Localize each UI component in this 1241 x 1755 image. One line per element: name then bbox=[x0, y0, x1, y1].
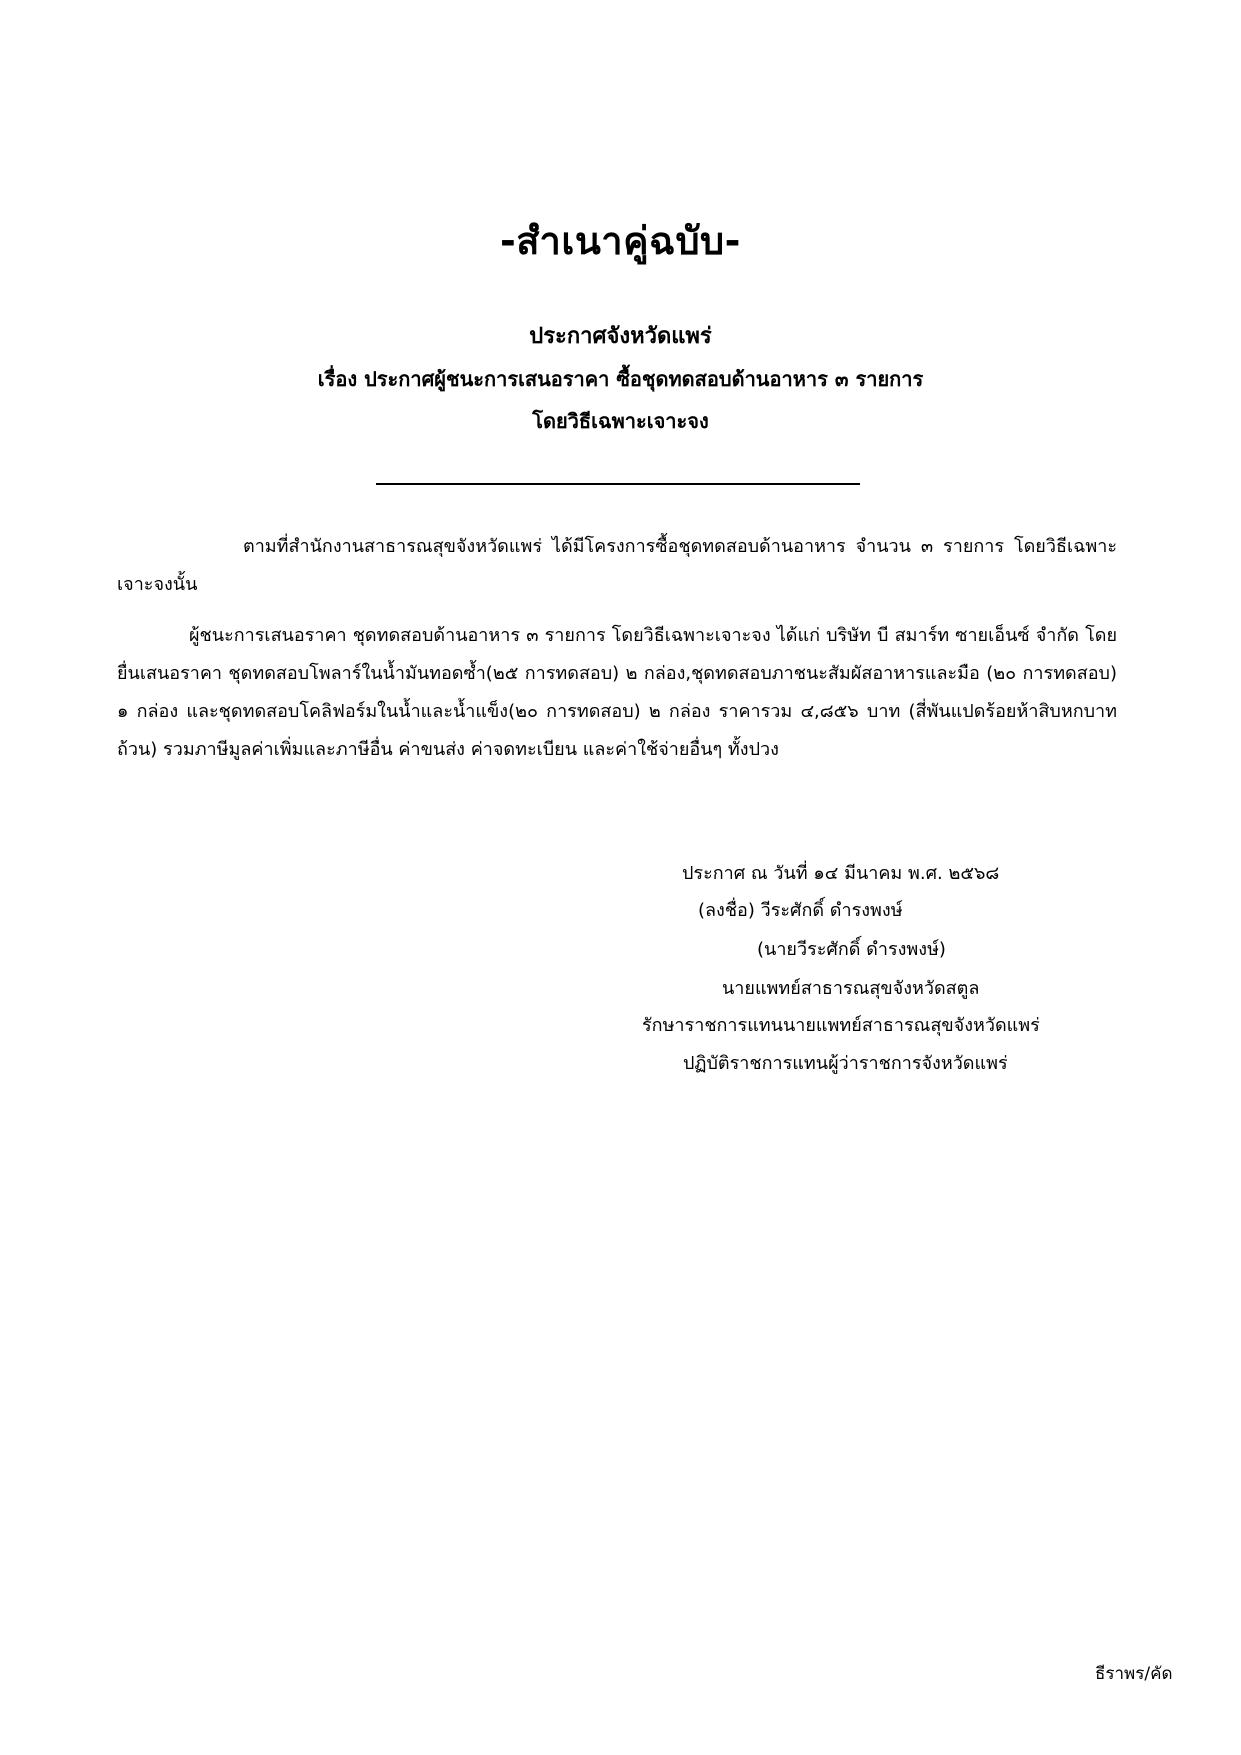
signer-name: (นายวีระศักดิ์ ดำรงพงษ์) bbox=[757, 939, 946, 960]
header-divider bbox=[376, 483, 860, 485]
announcement-title: ประกาศจังหวัดแพร่ bbox=[529, 324, 712, 349]
announcement-date: ประกาศ ณ วันที่ ๑๔ มีนาคม พ.ศ. ๒๕๖๘ bbox=[682, 863, 1000, 884]
announcement-subject: เรื่อง ประกาศผู้ชนะการเสนอราคา ซื้อชุดทดสอบด้านอาหาร ๓ รายการ bbox=[317, 367, 924, 391]
signer-acting-role: รักษาราชการแทนนายแพทย์สาธารณสุขจังหวัดแพร่ bbox=[642, 1015, 1040, 1036]
copy-stamp-title: -สำเนาคู่ฉบับ- bbox=[500, 219, 741, 263]
signer-on-behalf-role: ปฏิบัติราชการแทนผู้ว่าราชการจังหวัดแพร่ bbox=[683, 1053, 1008, 1074]
signer-position: นายแพทย์สาธารณสุขจังหวัดสตูล bbox=[722, 978, 980, 999]
body-paragraph-2: ผู้ชนะการเสนอราคา ชุดทดสอบด้านอาหาร ๓ รายการ โดยวิธีเฉพาะเจาะจง ได้แก่ บริษัท บี สมาร์ท ซายเอ็นซ์ จำกัด โดยยื่นเสนอราคา ชุดทดสอบโพลาร์ในน้ำมันทอดซ้ำ(๒๕ การทดสอบ) ๒ กล่อง,ชุดทดสอบภาชนะสัมผัสอาหารและมือ (๒๐ การทดสอบ) ๑ กล่อง และชุดทดสอบโคลิฟอร์มในน้ำและน้ำแข็ง(๒๐ การทดสอบ) ๒ กล่อง ราคารวม ๔,๘๕๖ บาท (สี่พันแปดร้อยห้าสิบหกบาทถ้วน) รวมภาษีมูลค่าเพิ่มและภาษีอื่น ค่าขนส่ง ค่าจดทะเบียน และค่าใช้จ่ายอื่นๆ ทั้งปวง bbox=[117, 625, 1117, 760]
signature-line: (ลงชื่อ) วีระศักดิ์ ดำรงพงษ์ bbox=[698, 900, 903, 921]
body-paragraph-1: ตามที่สำนักงานสาธารณสุขจังหวัดแพร่ ได้มีโครงการซื้อชุดทดสอบด้านอาหาร จำนวน ๓ รายการ โดยวิธีเฉพาะเจาะจงนั้น bbox=[117, 536, 1117, 595]
announcement-method: โดยวิธีเฉพาะเจาะจง bbox=[532, 409, 709, 433]
copier-note: ธีราพร/คัด bbox=[1095, 1664, 1173, 1684]
